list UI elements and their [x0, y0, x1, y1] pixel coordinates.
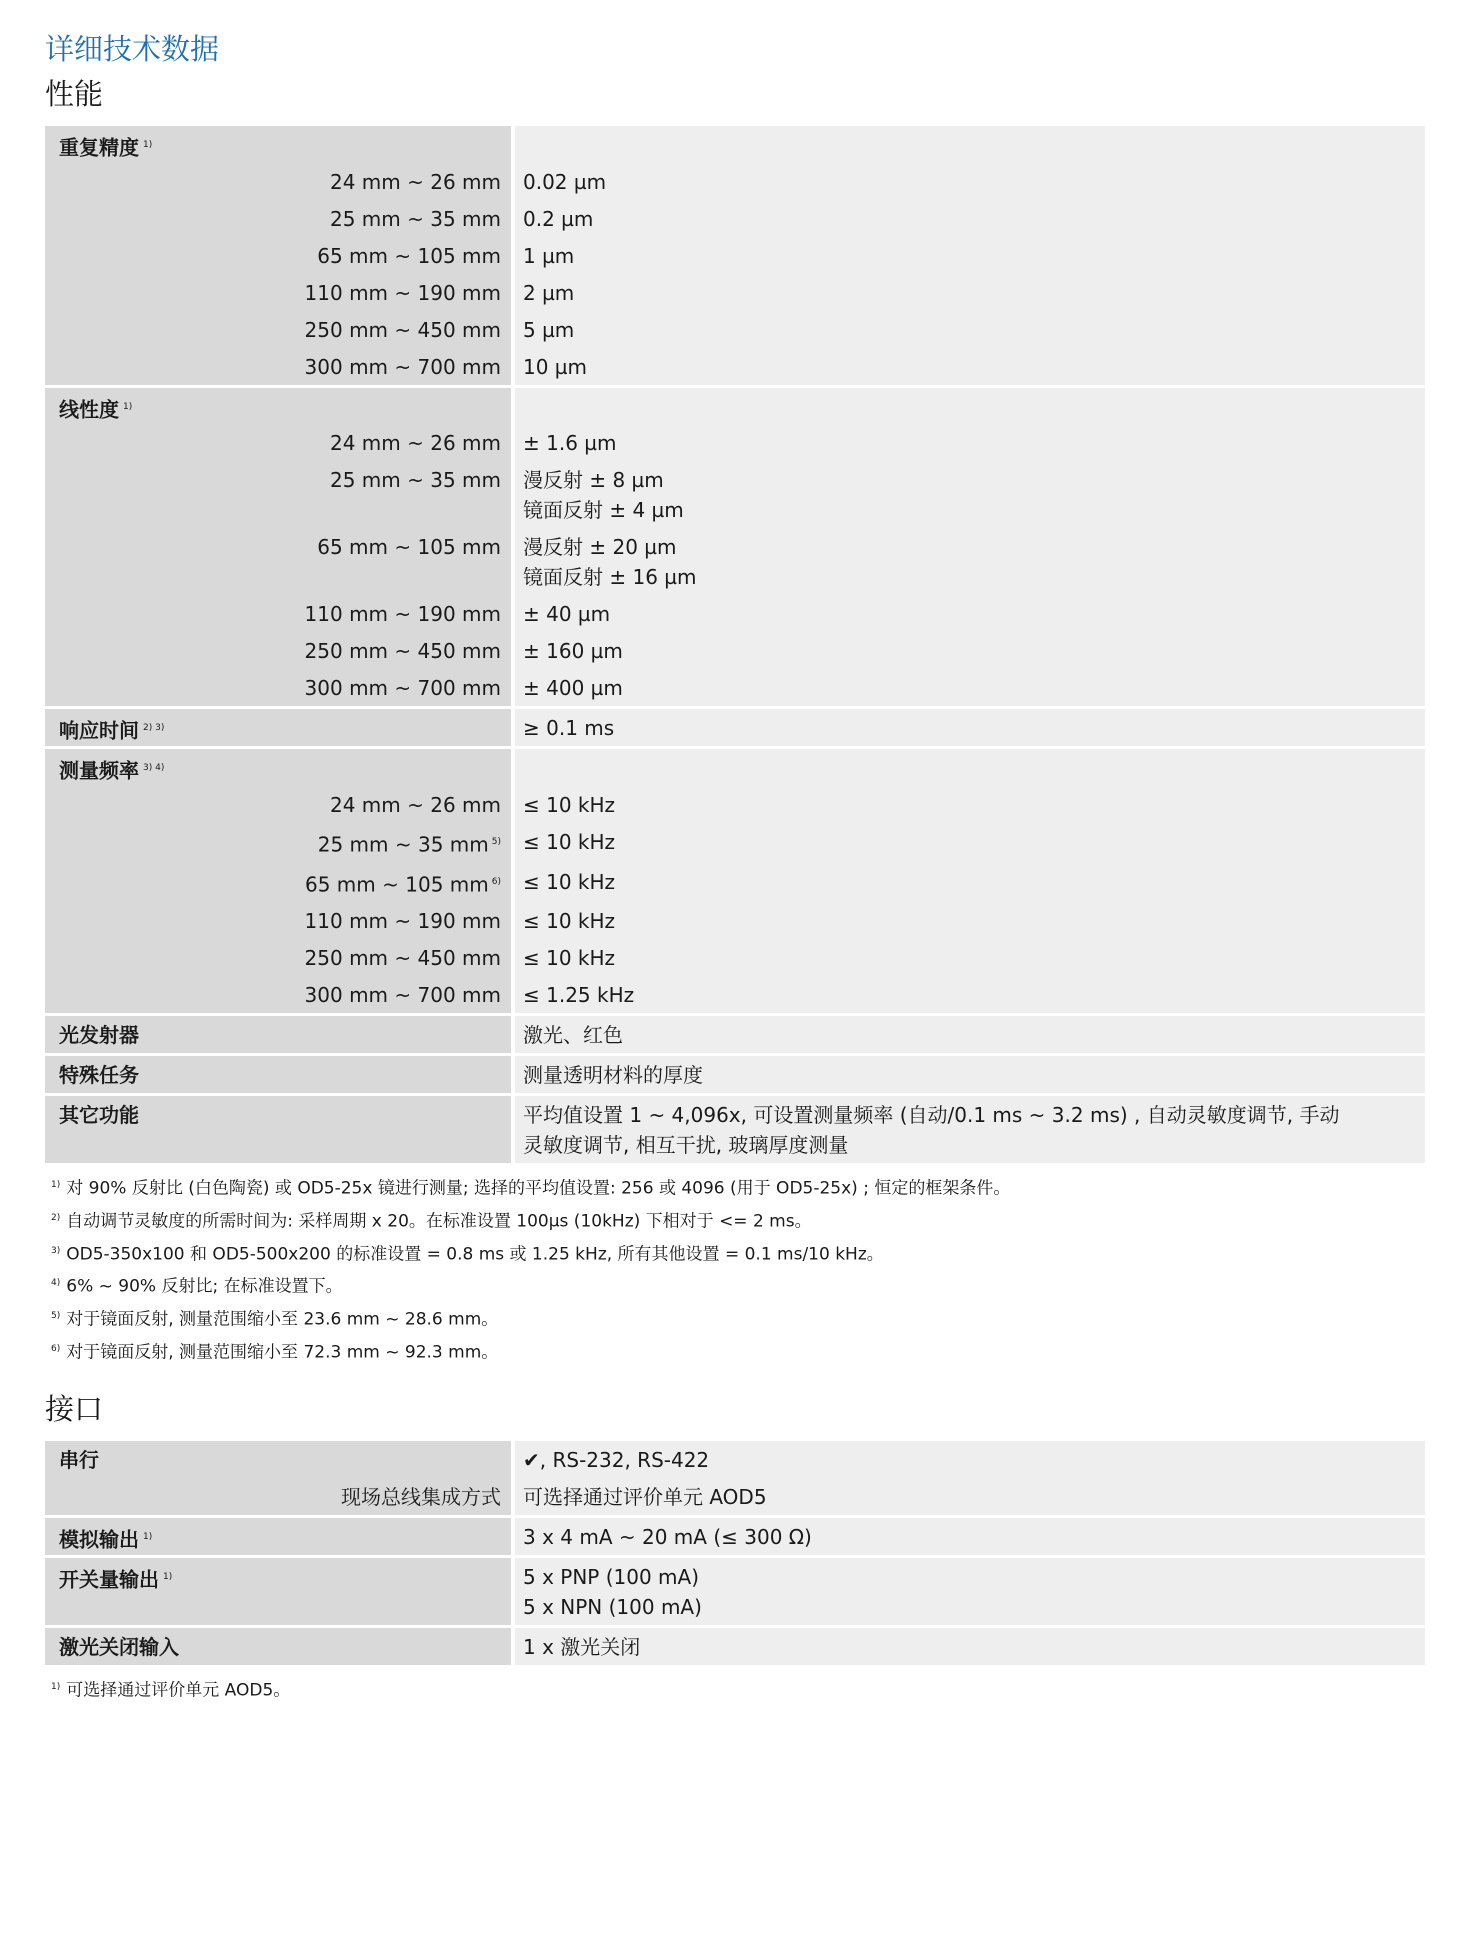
range-label: 250 mm ~ 450 mm — [45, 311, 515, 348]
spec-subrow — [45, 1478, 1425, 1515]
range-label: 110 mm ~ 190 mm — [45, 274, 515, 311]
spec-label: 其它功能 — [59, 1103, 139, 1128]
range-value: ≤ 10 kHz — [515, 939, 1425, 976]
section-title-interface: 接口 — [45, 1392, 104, 1427]
spec-row — [45, 1441, 1425, 1478]
range-value: 5 µm — [515, 311, 1425, 348]
spec-subrow — [45, 528, 1425, 595]
spec-value: 激光、红色 — [515, 1013, 1425, 1053]
range-value: ≤ 1.25 kHz — [515, 976, 1425, 1013]
performance-table — [45, 126, 1425, 1163]
spec-row — [45, 126, 1425, 163]
interface-footnotes — [51, 1673, 1425, 1706]
value-line: 5 x NPN (100 mA) — [523, 1595, 702, 1620]
spec-label: 开关量输出 — [59, 1567, 159, 1592]
range-label: 24 mm ~ 26 mm — [45, 163, 515, 200]
performance-footnotes — [51, 1171, 1425, 1367]
spec-subrow — [45, 632, 1425, 669]
spec-subrow — [45, 976, 1425, 1013]
spec-value — [515, 385, 1425, 425]
range-value: 0.2 µm — [515, 200, 1425, 237]
range-value: ≤ 10 kHz — [515, 823, 1425, 863]
spec-label: 光发射器 — [59, 1023, 139, 1048]
range-value: ≤ 10 kHz — [515, 902, 1425, 939]
spec-label: 响应时间 — [59, 718, 139, 743]
range-label: 65 mm ~ 105 mm — [45, 237, 515, 274]
footnote-ref: 1) — [163, 1572, 173, 1583]
range-value: 10 µm — [515, 348, 1425, 385]
range-value: 0.02 µm — [515, 163, 1425, 200]
range-label: 65 mm ~ 105 mm — [45, 528, 515, 595]
value-line: 镜面反射 ± 16 µm — [523, 565, 697, 590]
spec-subrow — [45, 786, 1425, 823]
range-label: 25 mm ~ 35 mm — [45, 461, 515, 528]
spec-row — [45, 1625, 1425, 1665]
footnote: $^{5)}$ 对于镜面反射, 测量范围缩小至 23.6 mm ~ 28.6 mm。 — [51, 1309, 499, 1330]
spec-value — [515, 126, 1425, 163]
footnote-ref: 6) — [491, 876, 501, 887]
range-value: ≤ 10 kHz — [515, 786, 1425, 823]
range-label: 65 mm ~ 105 mm — [305, 872, 489, 897]
spec-subrow — [45, 823, 1425, 863]
spec-row — [45, 1555, 1425, 1625]
spec-subrow — [45, 939, 1425, 976]
range-value: ± 1.6 µm — [515, 424, 1425, 461]
spec-row — [45, 706, 1425, 746]
spec-row — [45, 385, 1425, 425]
spec-subrow — [45, 163, 1425, 200]
spec-subrow — [45, 237, 1425, 274]
spec-value: 平均值设置 1 ~ 4,096x, 可设置测量频率 (自动/0.1 ms ~ 3.2 ms) , 自动灵敏度调节, 手动灵敏度调节, 相互干扰, 玻璃厚度测量 — [515, 1093, 1425, 1163]
spec-label: 重复精度 — [59, 135, 139, 160]
value-line: 漫反射 ± 8 µm — [523, 468, 664, 493]
range-label: 250 mm ~ 450 mm — [304, 946, 501, 971]
range-label: 300 mm ~ 700 mm — [304, 983, 501, 1008]
range-label: 25 mm ~ 35 mm — [45, 200, 515, 237]
spec-subrow — [45, 595, 1425, 632]
footnote-ref: 1) — [143, 1532, 153, 1543]
spec-value: ≥ 0.1 ms — [515, 706, 1425, 746]
spec-subrow — [45, 863, 1425, 903]
footnote: $^{2)}$ 自动调节灵敏度的所需时间为: 采样周期 x 20。在标准设置 100µs (10kHz) 下相对于 <= 2 ms。 — [51, 1211, 812, 1232]
range-label: 250 mm ~ 450 mm — [45, 632, 515, 669]
range-value: ≤ 10 kHz — [515, 863, 1425, 903]
spec-row — [45, 1515, 1425, 1555]
spec-value: 测量透明材料的厚度 — [515, 1053, 1425, 1093]
spec-value — [515, 1555, 1425, 1625]
spec-value: ✔, RS-232, RS-422 — [515, 1441, 1425, 1478]
spec-label: 激光关闭输入 — [59, 1635, 179, 1660]
spec-subrow — [45, 669, 1425, 706]
range-label: 24 mm ~ 26 mm — [45, 424, 515, 461]
spec-label: 测量频率 — [59, 758, 139, 783]
footnote-ref: 1) — [123, 401, 133, 412]
range-value: ± 400 µm — [515, 669, 1425, 706]
value-line: 镜面反射 ± 4 µm — [523, 498, 684, 523]
range-value: 2 µm — [515, 274, 1425, 311]
spec-subrow — [45, 200, 1425, 237]
footnote: $^{6)}$ 对于镜面反射, 测量范围缩小至 72.3 mm ~ 92.3 mm。 — [51, 1342, 499, 1363]
page-title: 详细技术数据 — [45, 32, 220, 66]
range-value — [515, 461, 1425, 528]
section-title-performance: 性能 — [45, 77, 104, 111]
spec-label: 线性度 — [59, 397, 119, 422]
spec-value — [515, 746, 1425, 786]
spec-row — [45, 1053, 1425, 1093]
footnote-ref: 3) 4) — [143, 763, 165, 774]
spec-label: 串行 — [59, 1448, 99, 1473]
range-value: 可选择通过评价单元 AOD5 — [515, 1478, 1425, 1515]
spec-row — [45, 1013, 1425, 1053]
footnote: $^{3)}$ OD5-350x100 和 OD5-500x200 的标准设置 = 0.8 ms 或 1.25 kHz, 所有其他设置 = 0.1 ms/10 kHz。 — [51, 1244, 884, 1265]
footnote-ref: 5) — [491, 836, 501, 847]
value-line: 漫反射 ± 20 µm — [523, 535, 677, 560]
spec-row — [45, 1093, 1425, 1163]
footnote-ref: 2) 3) — [143, 723, 165, 734]
spec-value: 3 x 4 mA ~ 20 mA (≤ 300 Ω) — [515, 1515, 1425, 1555]
spec-subrow — [45, 311, 1425, 348]
footnote: $^{4)}$ 6% ~ 90% 反射比; 在标准设置下。 — [51, 1276, 343, 1297]
range-value: ± 160 µm — [515, 632, 1425, 669]
range-label: 现场总线集成方式 — [45, 1478, 515, 1515]
range-label: 25 mm ~ 35 mm — [317, 832, 489, 857]
spec-label: 特殊任务 — [59, 1063, 139, 1088]
footnote-ref: 1) — [143, 140, 153, 150]
footnote: $^{1)}$ 可选择通过评价单元 AOD5。 — [51, 1680, 291, 1701]
range-label: 110 mm ~ 190 mm — [304, 909, 501, 934]
range-label: 300 mm ~ 700 mm — [45, 669, 515, 706]
range-value: 1 µm — [515, 237, 1425, 274]
value-line: 5 x PNP (100 mA) — [523, 1565, 700, 1590]
range-label: 300 mm ~ 700 mm — [45, 348, 515, 385]
spec-value: 1 x 激光关闭 — [515, 1625, 1425, 1665]
footnote: $^{1)}$ 对 90% 反射比 (白色陶瓷) 或 OD5-25x 镜进行测量; 选择的平均值设置: 256 或 4096 (用于 OD5-25x) ; 恒定的框架条件。 — [51, 1178, 1011, 1199]
range-value: ± 40 µm — [515, 595, 1425, 632]
spec-label: 模拟输出 — [59, 1527, 139, 1552]
interface-table — [45, 1441, 1425, 1665]
spec-subrow — [45, 461, 1425, 528]
range-label: 110 mm ~ 190 mm — [45, 595, 515, 632]
range-value — [515, 528, 1425, 595]
spec-subrow — [45, 902, 1425, 939]
page — [45, 26, 1425, 1706]
spec-subrow — [45, 348, 1425, 385]
spec-subrow — [45, 424, 1425, 461]
range-label: 24 mm ~ 26 mm — [329, 792, 501, 817]
spec-subrow — [45, 274, 1425, 311]
spec-row — [45, 746, 1425, 786]
